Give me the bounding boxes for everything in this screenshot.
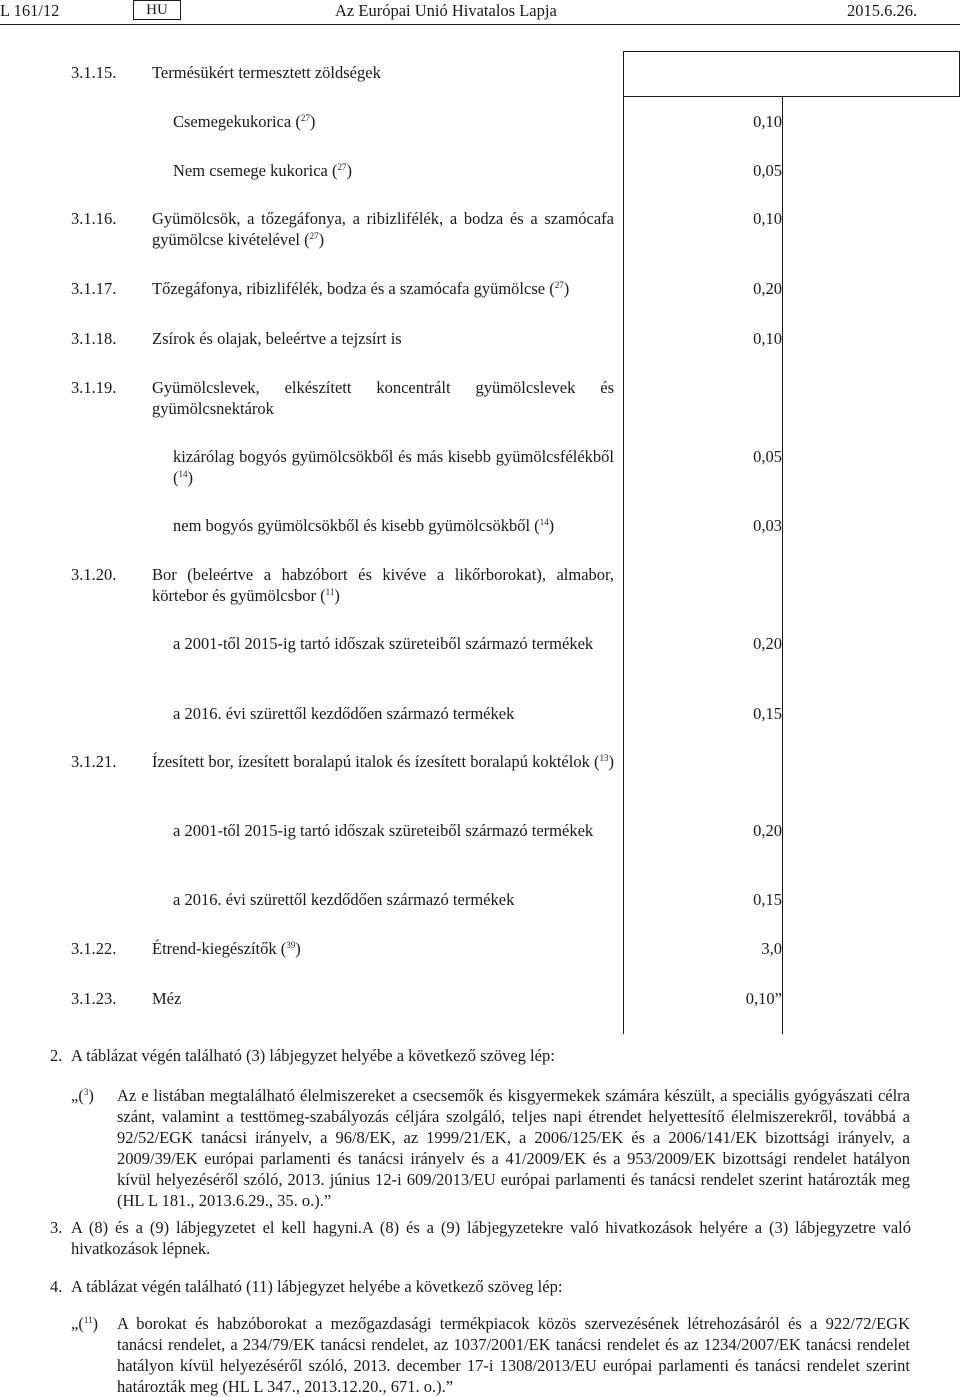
language-badge: HU <box>133 0 181 20</box>
journal-title: Az Európai Unió Hivatalos Lapja <box>335 1 557 20</box>
table-row-text: Zsírok és olajak, beleértve a tejzsírt is <box>152 329 402 348</box>
table-row-number: 3.1.17. <box>71 279 117 298</box>
table-row-number: 3.1.19. <box>71 378 117 397</box>
table-row-number: 3.1.21. <box>71 752 117 771</box>
table-row-value: 0,03 <box>753 516 782 535</box>
table-sub-text: a 2016. évi szürettől kezdődően származó termékek <box>173 890 515 909</box>
table-sub-text: kizárólag bogyós gyümölcsökből és más kisebb gyümölcsfélékből ($^{14}$) <box>173 447 614 487</box>
footnote-text: Az e listában megtalálható élelmiszereket a csecsemők és kisgyermekek számára készült, a speciális gyógyászati célra szánt, valamint a testtömeg-szabályozás céljára szolgáló, teljes napi étrendet helyettesítő élelmiszerekről, továbbá a 92/52/EGK tanácsi irányelv, a 96/8/EK, az 1999/21/EK, a 2006/125/EK és a 2006/141/EK bizottsági irányelv, a 2009/39/EK európai parlamenti és tanácsi irányelv és a 41/2009/EK és a 953/2009/EK bizottsági rendelet hatályon kívül helyezéséről szóló, 2013. június 12-i 609/2013/EU európai parlamenti és tanácsi rendelet szerint határozták meg (HL L 181., 2013.6.29., 35. o.).” <box>117 1086 910 1210</box>
table-sub-text: Csemegekukorica ($^{27}$) <box>173 112 316 131</box>
amendment-number: 2. <box>50 1046 63 1065</box>
table-row-text: Bor (beleértve a habzóbort és kivéve a likőrborokat), almabor, körtebor és gyümölcsbor ($^{11}$) <box>152 565 614 605</box>
table-sub-text: nem bogyós gyümölcsökből és kisebb gyümölcsökből ($^{14}$) <box>173 516 555 535</box>
table-sub-text: a 2001-től 2015-ig tartó időszak szüreteiből származó termékek <box>173 634 594 653</box>
table-top-rule <box>623 51 960 52</box>
table-row-value: 0,10” <box>745 989 782 1008</box>
table-row-value: 0,20 <box>753 634 782 653</box>
table-row-number: 3.1.20. <box>71 565 117 584</box>
table-row-value: 0,10 <box>753 329 782 348</box>
table-row-number: 3.1.22. <box>71 939 117 958</box>
table-row-value: 0,05 <box>753 447 782 466</box>
table-row-value: 0,05 <box>753 161 782 180</box>
table-row-text: Termésükért termesztett zöldségek <box>152 63 381 82</box>
footnote-marker: „($^3$) <box>71 1086 94 1105</box>
table-row-value: 3,0 <box>761 939 782 958</box>
publication-date: 2015.6.26. <box>847 1 918 20</box>
table-right-rule <box>782 96 783 1034</box>
table-row-number: 3.1.16. <box>71 209 117 228</box>
table-row-value: 0,15 <box>753 704 782 723</box>
table-row-number: 3.1.18. <box>71 329 117 348</box>
footnote-text: A borokat és habzóborokat a mezőgazdasági termékpiacok közös szervezésének létrehozásáról és a 922/72/EGK tanácsi rendelet, a 234/79/EK tanácsi rendelet, az 1037/2001/EK tanácsi rendelet és az 1234/2007/EK tanácsi rendelet hatályon kívül helyezéséről szóló, 2013. december 17-i 1308/2013/EU európai parlamenti és tanácsi rendelet szerint határozták meg (HL L 347., 2013.12.20., 671. o.).” <box>117 1314 910 1396</box>
table-row-text: Tőzegáfonya, ribizlifélék, bodza és a szamócafa gyümölcse ($^{27}$) <box>152 279 570 298</box>
table-sub-text: Nem csemege kukorica ($^{27}$) <box>173 161 352 180</box>
table-row-value: 0,20 <box>753 821 782 840</box>
page-reference: L 161/12 <box>0 1 60 20</box>
amendment-number: 3. <box>50 1218 63 1237</box>
table-row-value: 0,10 <box>753 209 782 228</box>
table-sub-text: a 2001-től 2015-ig tartó időszak szüreteiből származó termékek <box>173 821 594 840</box>
footnote-marker: „($^{11}$) <box>71 1314 98 1333</box>
amendment-text: A táblázat végén található (3) lábjegyzet helyébe a következő szöveg lép: <box>71 1046 555 1065</box>
table-row-number: 3.1.15. <box>71 63 117 82</box>
table-row-value: 0,10 <box>753 112 782 131</box>
header-rule <box>0 24 960 25</box>
table-column-divider <box>623 51 624 1034</box>
table-row-value: 0,15 <box>753 890 782 909</box>
table-row-value: 0,20 <box>753 279 782 298</box>
table-sub-text: a 2016. évi szürettől kezdődően származó termékek <box>173 704 515 723</box>
table-row-rule <box>623 96 960 97</box>
table-row-number: 3.1.23. <box>71 989 117 1008</box>
table-row-text: Méz <box>152 989 182 1008</box>
amendment-text: A táblázat végén található (11) lábjegyzet helyébe a következő szöveg lép: <box>71 1277 563 1296</box>
amendment-text: A (8) és a (9) lábjegyzetet el kell hagyni.A (8) és a (9) lábjegyzetekre való hivatkozások helyére a (3) lábjegyzetre való hivatkozások lépnek. <box>71 1218 911 1258</box>
table-row-text: Étrend-kiegészítők ($^{39}$) <box>152 939 301 958</box>
table-row-text: Gyümölcslevek, elkészített koncentrált gyümölcslevek és gyümölcsnektárok <box>152 378 614 418</box>
amendment-number: 4. <box>50 1277 63 1296</box>
table-row-text: Gyümölcsök, a tőzegáfonya, a ribizlifélék, a bodza és a szamócafa gyümölcse kivételével ($^{27}$) <box>152 209 614 249</box>
table-row-text: Ízesített bor, ízesített boralapú italok és ízesített boralapú koktélok ($^{13}$) <box>152 752 614 771</box>
